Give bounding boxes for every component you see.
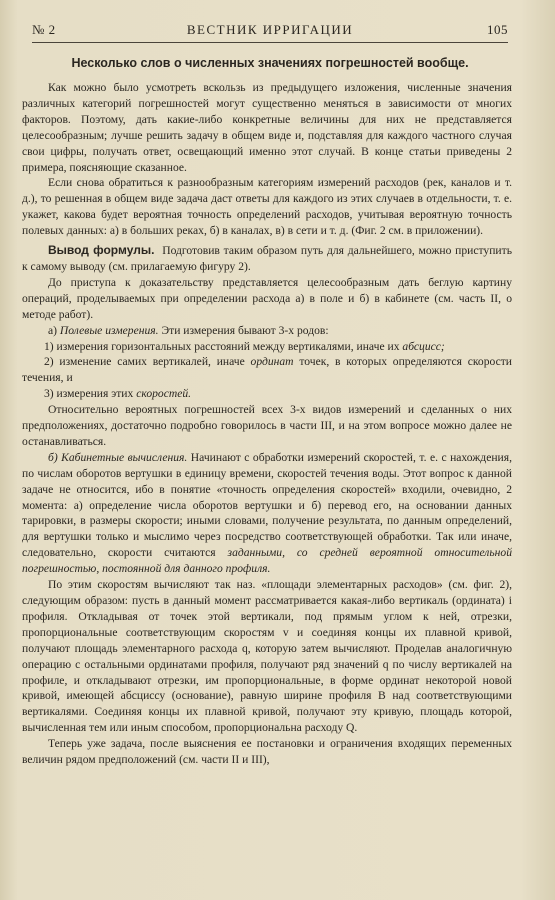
paragraph-categories: Если снова обратиться к разнообразным категориям измерений расходов (рек, каналов и т. д.), то решенная в общем виде задача даст ответы для каждого из этих случаев в отдельности, т. е. укажет, какова будет вероятная точность определений расходов, учитывая вероятную точность полевых данных: а) в больших реках, б) в каналах, в) в сети и т. д. (Фиг. 2 см. в приложении). xyxy=(22,176,512,238)
item3-text: 3) измерения этих xyxy=(44,387,134,401)
section-title: Несколько слов о численных значениях погрешностей вообще. xyxy=(71,56,469,70)
running-header xyxy=(32,20,508,43)
paragraph-conclusion: Теперь уже задача, после выяснения ее постановки и ограничения входящих переменных величин рядом предположений (см. части II и III), xyxy=(22,737,512,767)
paragraph-elementary-discharge: По этим скоростям вычисляют так наз. «площади элементарных расходов» (см. фиг. 2), следующим образом: пусть в данный момент рассматривается какая-либо вертикаль (ордината) i профиля. Откладывая от точек этой вертикали, под прямым углом к ней, отрезки, пропорциональные соответствующим скоростям v и соединяя концы их плавной кривой, получают площадь элементарного расхода q, которую затем вычисляют. Проделав аналогичную операцию с остальными ординатами профиля, получают ряд значений q по числу вертикалей на профиле, и откладывают отрезки, им пропорциональные, в форме ординат некоторой новой кривой, имеющей абсциссу (основание), равную ширине профиля B над соответствующими вертикалями. Соединяя концы их плавной кривой, получают эту кривую, площадь которой, вычисленная тем или иным способом, пропорциональна расходу Q. xyxy=(22,578,512,735)
paragraph-derivation xyxy=(22,243,512,275)
list-item-ordinates xyxy=(22,354,512,386)
paragraph-office-calculations xyxy=(22,450,512,577)
list-item-velocities xyxy=(22,386,512,402)
page-number: 105 xyxy=(487,22,508,37)
list-item-abscissas xyxy=(22,339,512,355)
article-body xyxy=(22,80,512,768)
paragraph-field-measurements xyxy=(22,323,512,339)
item3-term: скоростей. xyxy=(136,387,192,401)
field-text: Эти измерения бывают 3-х родов: xyxy=(161,323,329,337)
issue-number: № 2 xyxy=(32,22,56,37)
field-label: Полевые измерения. xyxy=(59,323,159,337)
journal-title: ВЕСТНИК ИРРИГАЦИИ xyxy=(186,22,354,37)
field-label-letter: а) xyxy=(48,323,58,337)
paragraph-intro: Как можно было усмотреть вскользь из предыдущего изложения, численные значения различных категорий погрешностей могут существенно меняться в зависимости от многих факторов. Поэтому, дать какие-либо конкретные величины для них не представляется целесообразным; лучше решить задачу в общем виде и, подставляя для каждого частного случая свои цифры, получать ответ, освещающий именно этот случай. В конце статьи приведены 2 примера, поясняющие сказанное. xyxy=(22,81,512,174)
item2-term: ординат xyxy=(250,355,294,369)
paragraph-errors: Относительно вероятных погрешностей всех 3-х видов измерений и сделанных о них предположениях, достаточно подробно говорилось в части III, и на этом вопросе можно далее не останавливаться. xyxy=(22,403,512,448)
office-label: б) Кабинетные вычисления. xyxy=(48,450,188,464)
office-emphasis: заданными, со средней вероятной относительной погрешностью, постоянной для данного профиля. xyxy=(22,546,512,576)
office-text: Начинают с обработки измерений скоростей, т. е. с нахождения, по числам оборотов вертушки в единицу времени, скоростей течения воды. Этот вопрос к данной задаче не относится, ибо в понятие «точность определения скоростей» входили, очевидно, 2 момента: а) определение числа оборотов вертушки и б) перевод его, на основании данных тарировки, в размеры скорости; иными словами, получение результата, по данным определений, для вертушки только и мыслимо через посредство соответствующей обработки. Так или иначе, следовательно, скорости считаются xyxy=(22,450,512,560)
item2-text-b: точек, в которых определяются скорости течения, и xyxy=(22,355,512,385)
derivation-text: Подготовив таким образом путь для дальнейшего, можно приступить к самому выводу (см. прилагаемую фигуру 2). xyxy=(22,244,512,273)
paragraph-overview: До приступа к доказательству представляется целесообразным дать беглую картину операций, проделываемых при определении расхода а) в поле и б) в кабинете (см. часть II, о методе работ). xyxy=(22,275,512,321)
item2-text-a: 2) изменение самих вертикалей, иначе xyxy=(44,355,245,369)
item1-term: абсцисс; xyxy=(402,339,445,353)
item1-text: 1) измерения горизонтальных расстояний между вертикалями, иначе их xyxy=(44,339,400,353)
runin-heading: Вывод формулы. xyxy=(48,243,155,258)
